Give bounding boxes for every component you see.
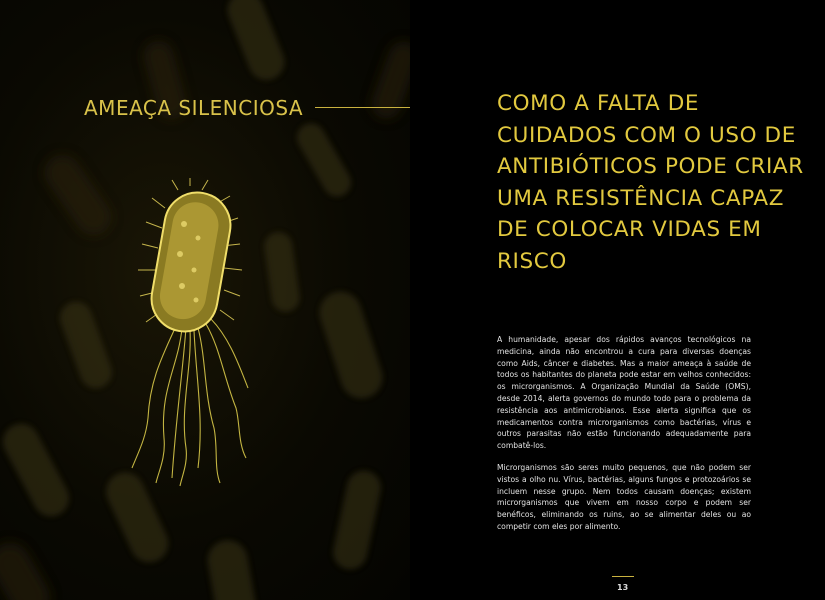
article-body bbox=[497, 334, 751, 543]
page-number-rule bbox=[612, 576, 634, 577]
body-paragraph: A humanidade, apesar dos rápidos avanços tecnológicos na medicina, ainda não encontrou a cura para diversas doenças como Aids, câncer e diabetes. Mas a maior ameaça à saúde de todos os habitantes do planeta pode estar em velhos conhecidos: os microrganismos. A Organização Mundial da Saúde (OMS), desde 2014, alerta governos do mundo todo para o problema da resistência aos antimicrobianos. Esse alerta significa que os medicamentos contra microrganismos como bactérias, vírus e outros parasitas não estão funcionando adequadamente para combatê-los. bbox=[497, 335, 751, 451]
bacterium-illustration bbox=[120, 178, 260, 488]
body-paragraph: Microrganismos são seres muito pequenos, que não podem ser vistos a olho nu. Vírus, bactérias, alguns fungos e protozoários se incluem nesse grupo. Nem todos causam doenças; existem microrganismos que vivem em nosso corpo e podem ser benéficos, eliminando os ruins, ao se alimentar deles ou ao competir com eles por alimento. bbox=[497, 462, 751, 531]
section-label: AMEAÇA SILENCIOSA bbox=[84, 96, 304, 120]
page-number: 13 bbox=[617, 583, 629, 592]
article-headline: COMO A FALTA DE CUIDADOS COM O USO DE ANTIBIÓTICOS PODE CRIAR UMA RESISTÊNCIA CAPAZ DE COLOCAR VIDAS EM RISCO bbox=[497, 91, 804, 274]
bacteria-illustration-panel bbox=[0, 0, 410, 600]
